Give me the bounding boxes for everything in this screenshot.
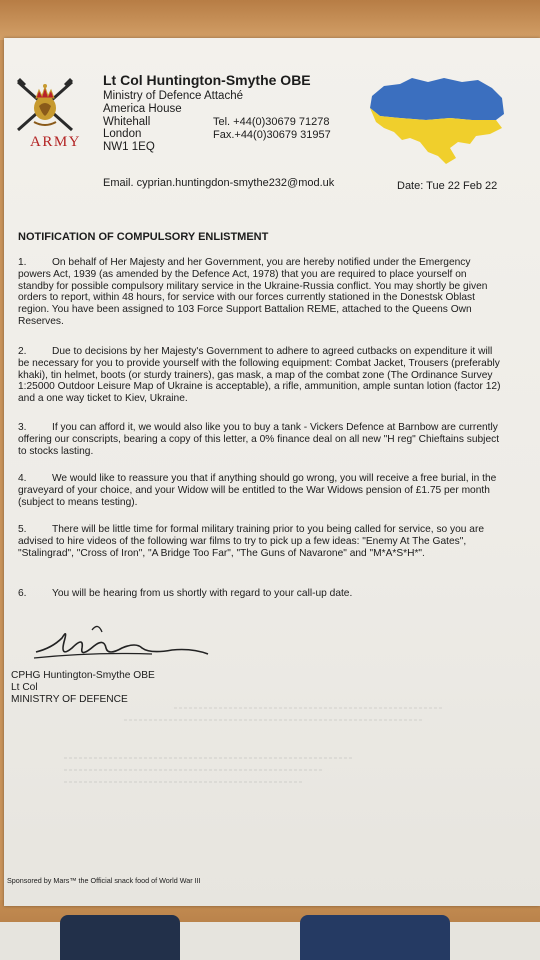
fax-number: Fax.+44(0)30679 31957: [213, 128, 331, 141]
paragraph-1: [18, 257, 502, 328]
signatory-rank: Lt Col: [11, 681, 38, 693]
paragraph-text: You will be hearing from us shortly with regard to your call-up date.: [52, 588, 353, 599]
address-line: Whitehall: [103, 115, 151, 128]
paragraph-number: 6.: [18, 588, 27, 599]
shoe-left: [60, 915, 180, 960]
signatory-department: MINISTRY OF DEFENCE: [11, 693, 128, 705]
paragraph-5: [18, 524, 502, 559]
paragraph-number: 4.: [18, 473, 27, 484]
bleed-through-text: [24, 698, 504, 798]
paragraph-text: There will be little time for formal military training prior to you being called for service, so you are advised to hire videos of the following war films to try to pick up a few ideas: "Enemy At The Gates", "Stalingrad", "Cross of Iron", "A Bridge Too Far", "The Guns of Navarone" and "M*A*S*H*".: [18, 524, 485, 559]
letter-paper: [4, 38, 540, 906]
address-line: London: [103, 128, 142, 141]
army-crest-icon: [14, 74, 76, 134]
paragraph-text: We would like to reassure you that if anything should go wrong, you will receive a free burial, in the graveyard of your choice, and your Widow will be entitled to the War Widows pension of £1.75 per month (subject to means testing).: [18, 473, 497, 508]
paragraph-number: 1.: [18, 257, 27, 268]
paragraph-text: Due to decisions by her Majesty's Government to adhere to agreed cutbacks on expenditure it will be necessary for you to provide yourself with the following equipment: Combat Jacket, Trousers (preferably khaki), tin helmet, boots (or sturdy trainers), gas mask, a map of the combat zone (The Ordinance Survey 1:25000 Outdoor Leisure Map of Ukraine is acceptable), a rifle, ammunition, ample suntan lotion (factor 12) and a one way ticket to Kiev, Ukraine.: [18, 346, 501, 405]
paragraph-4: [18, 473, 502, 508]
address-line: Ministry of Defence Attaché: [103, 90, 243, 102]
email-address: Email. cyprian.huntingdon-smythe232@mod.uk: [103, 177, 335, 189]
paragraph-2: [18, 346, 502, 405]
ukraine-map-icon: [366, 74, 508, 168]
address-line: America House: [103, 102, 182, 115]
army-emblem-text: ARMY: [30, 134, 82, 150]
paragraph-text: If you can afford it, we would also like you to buy a tank - Vickers Defence at Barnbow are currently offering our conscripts, bearing a copy of this letter, a 0% finance deal on all new "H reg" Chieftains subject to stocks lasting.: [18, 422, 500, 457]
paragraph-6: [18, 588, 502, 600]
address-line: NW1 1EQ: [103, 141, 155, 154]
paragraph-text: On behalf of Her Majesty and her Government, you are hereby notified under the Emergency powers Act, 1939 (as amended by the Defence Act, 1978) that you are required to place yourself on standby for possible compulsory military service in the Ukraine-Russia conflict. You may shortly be given orders to report, within 48 hours, for service with our forces currently stationed in the Donestsk Oblast region. You have been assigned to 103 Force Support Battalion REME, attached to the Queens Own Reserves.: [18, 257, 488, 327]
footer-sponsor: Sponsored by Mars™ the Official snack food of World War III: [7, 876, 201, 885]
paragraph-3: [18, 422, 502, 457]
letter-date: Date: Tue 22 Feb 22: [397, 180, 498, 192]
table-surface-top: [0, 0, 540, 40]
signatory-name: CPHG Huntington-Smythe OBE: [11, 670, 155, 681]
telephone-number: Tel. +44(0)30679 71278: [213, 116, 330, 128]
paragraph-number: 3.: [18, 422, 27, 433]
paragraph-number: 2.: [18, 346, 27, 357]
handwritten-signature: [32, 618, 212, 668]
shoe-right: [300, 915, 450, 960]
contact-numbers: [213, 116, 331, 142]
paragraph-number: 5.: [18, 524, 27, 535]
sender-name: Lt Col Huntington-Smythe OBE: [103, 72, 311, 88]
letter-heading: NOTIFICATION OF COMPULSORY ENLISTMENT: [18, 231, 269, 243]
